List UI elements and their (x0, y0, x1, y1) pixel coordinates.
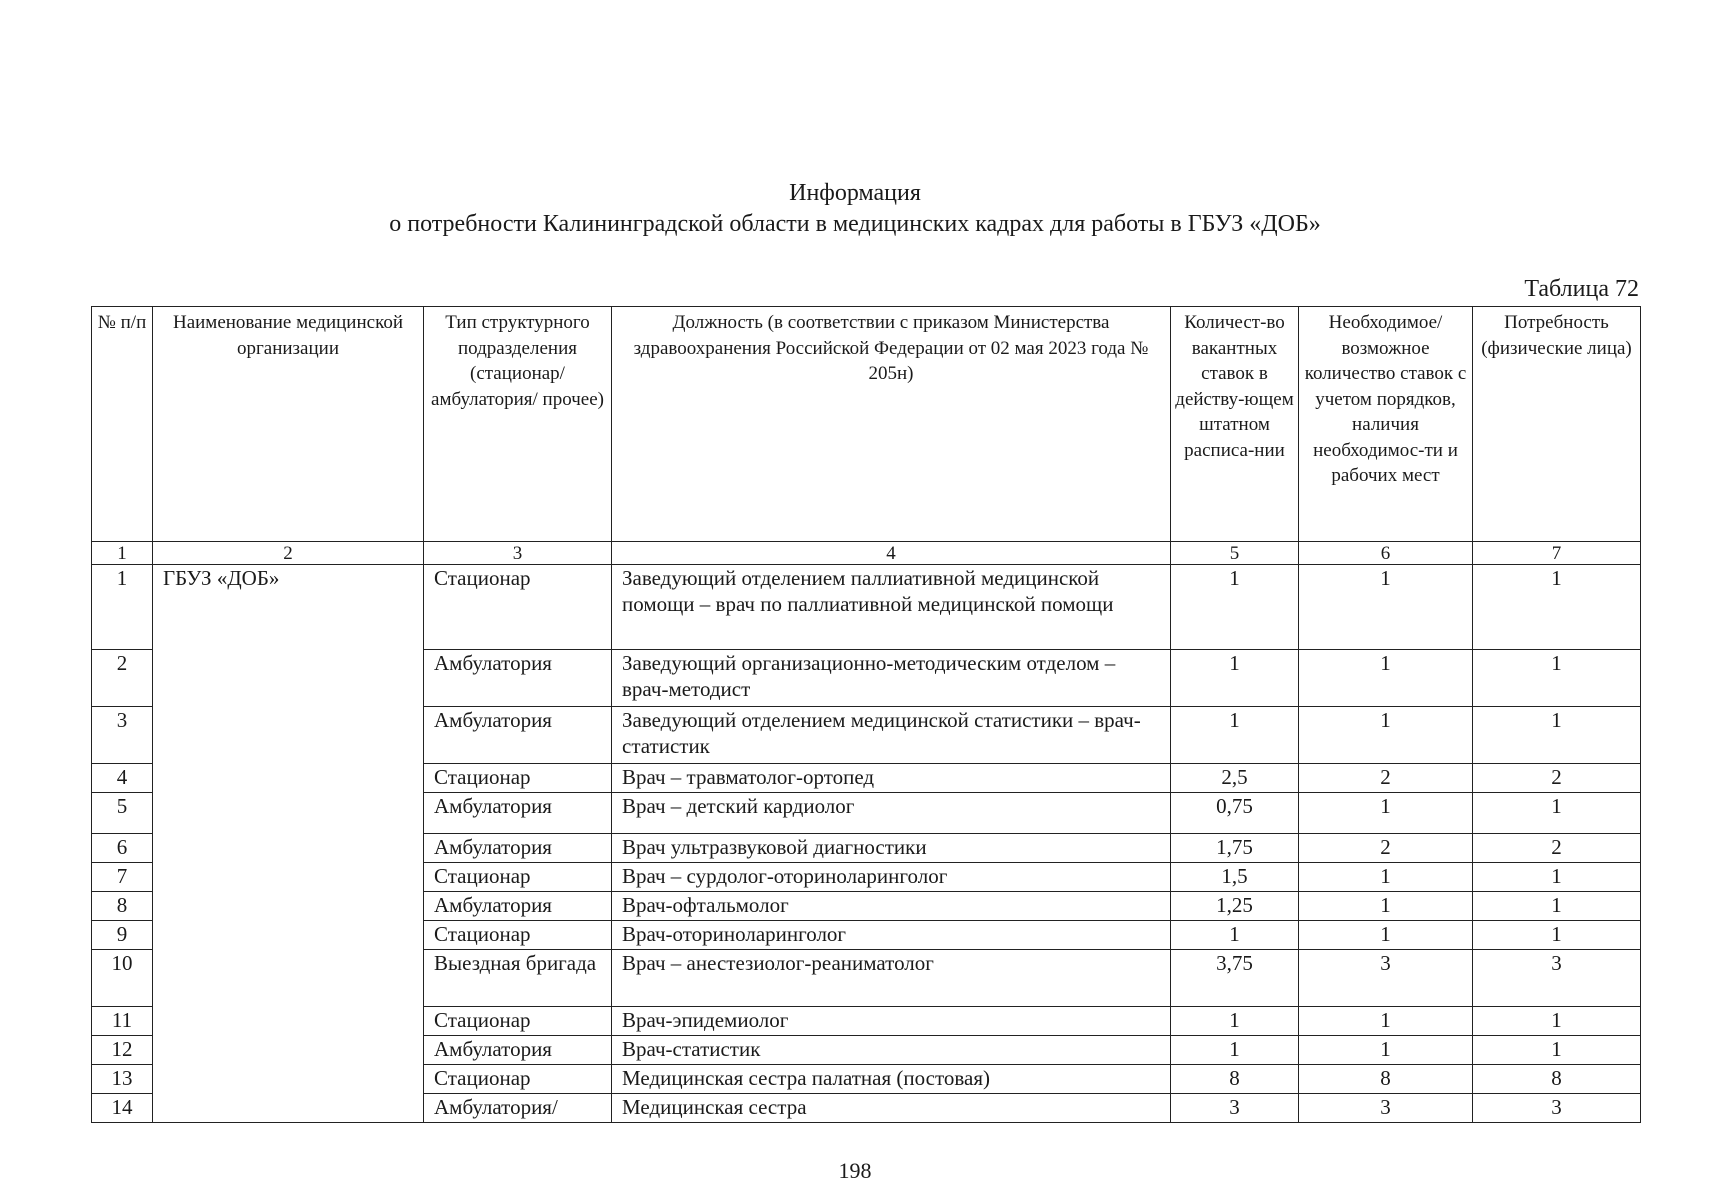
position: Врач – анестезиолог-реаниматолог (612, 950, 1171, 1007)
unit-type: Амбулатория (424, 1036, 612, 1065)
needed-rates: 1 (1299, 707, 1473, 764)
needed-persons: 8 (1473, 1065, 1641, 1094)
header-row (92, 307, 1641, 542)
unit-type: Выездная бригада (424, 950, 612, 1007)
unit-type: Стационар (424, 1007, 612, 1036)
column-number: 1 (92, 542, 153, 565)
header-organization: Наименование медицинской организации (153, 307, 424, 542)
unit-type: Стационар (424, 921, 612, 950)
column-number-row (92, 542, 1641, 565)
needed-persons: 1 (1473, 1036, 1641, 1065)
needed-persons: 3 (1473, 1094, 1641, 1123)
row-number: 5 (92, 793, 153, 834)
position: Медицинская сестра (612, 1094, 1171, 1123)
column-number: 4 (612, 542, 1171, 565)
unit-type: Стационар (424, 764, 612, 793)
vacant-rates: 1,75 (1171, 834, 1299, 863)
position: Врач – сурдолог-оториноларинголог (612, 863, 1171, 892)
needed-persons: 3 (1473, 950, 1641, 1007)
column-number: 3 (424, 542, 612, 565)
needed-rates: 3 (1299, 950, 1473, 1007)
header-number: № п/п (92, 307, 153, 542)
table-label: Таблица 72 (1524, 276, 1639, 302)
vacant-rates: 1 (1171, 650, 1299, 707)
needed-rates: 1 (1299, 921, 1473, 950)
position: Медицинская сестра палатная (постовая) (612, 1065, 1171, 1094)
position: Врач – травматолог-ортопед (612, 764, 1171, 793)
column-number: 2 (153, 542, 424, 565)
row-number: 1 (92, 565, 153, 650)
header-position: Должность (в соответствии с приказом Министерства здравоохранения Российской Федерации от 02 мая 2023 года № 205н) (612, 307, 1171, 542)
position: Врач-оториноларинголог (612, 921, 1171, 950)
needed-rates: 3 (1299, 1094, 1473, 1123)
position: Заведующий отделением медицинской статистики – врач-статистик (612, 707, 1171, 764)
row-number: 3 (92, 707, 153, 764)
column-number: 5 (1171, 542, 1299, 565)
vacant-rates: 1 (1171, 921, 1299, 950)
needed-rates: 1 (1299, 892, 1473, 921)
row-number: 13 (92, 1065, 153, 1094)
needed-rates: 1 (1299, 650, 1473, 707)
unit-type: Амбулатория/ (424, 1094, 612, 1123)
header-needed: Необходимое/ возможное количество ставок с учетом порядков, наличия необходимос-ти и рабочих мест (1299, 307, 1473, 542)
unit-type: Стационар (424, 1065, 612, 1094)
organization-name: ГБУЗ «ДОБ» (153, 565, 424, 1123)
needed-rates: 1 (1299, 863, 1473, 892)
row-number: 6 (92, 834, 153, 863)
needed-rates: 2 (1299, 764, 1473, 793)
needed-persons: 1 (1473, 892, 1641, 921)
vacant-rates: 1 (1171, 707, 1299, 764)
title-line-1: Информация (789, 180, 921, 206)
row-number: 4 (92, 764, 153, 793)
vacant-rates: 1,25 (1171, 892, 1299, 921)
unit-type: Амбулатория (424, 834, 612, 863)
vacant-rates: 1 (1171, 565, 1299, 650)
needed-rates: 8 (1299, 1065, 1473, 1094)
needed-rates: 2 (1299, 834, 1473, 863)
vacant-rates: 0,75 (1171, 793, 1299, 834)
vacant-rates: 8 (1171, 1065, 1299, 1094)
position: Врач-статистик (612, 1036, 1171, 1065)
column-number: 7 (1473, 542, 1641, 565)
row-number: 2 (92, 650, 153, 707)
header-unit-type: Тип структурного подразделения (стационар/ амбулатория/ прочее) (424, 307, 612, 542)
needed-rates: 1 (1299, 565, 1473, 650)
needed-rates: 1 (1299, 793, 1473, 834)
needed-persons: 1 (1473, 707, 1641, 764)
vacant-rates: 2,5 (1171, 764, 1299, 793)
needed-persons: 2 (1473, 834, 1641, 863)
vacant-rates: 1 (1171, 1007, 1299, 1036)
vacant-rates: 3 (1171, 1094, 1299, 1123)
page-number: 198 (838, 1158, 872, 1183)
unit-type: Амбулатория (424, 707, 612, 764)
needed-persons: 2 (1473, 764, 1641, 793)
needed-persons: 1 (1473, 921, 1641, 950)
position: Врач – детский кардиолог (612, 793, 1171, 834)
row-number: 11 (92, 1007, 153, 1036)
unit-type: Амбулатория (424, 793, 612, 834)
needed-rates: 1 (1299, 1036, 1473, 1065)
needed-rates: 1 (1299, 1007, 1473, 1036)
vacant-rates: 1,5 (1171, 863, 1299, 892)
vacant-rates: 1 (1171, 1036, 1299, 1065)
column-number: 6 (1299, 542, 1473, 565)
position: Заведующий отделением паллиативной медицинской помощи – врач по паллиативной медицинской помощи (612, 565, 1171, 650)
unit-type: Амбулатория (424, 650, 612, 707)
title-line-2: о потребности Калининградской области в медицинских кадрах для работы в ГБУЗ «ДОБ» (389, 211, 1321, 237)
row-number: 9 (92, 921, 153, 950)
needed-persons: 1 (1473, 650, 1641, 707)
row-number: 8 (92, 892, 153, 921)
unit-type: Стационар (424, 565, 612, 650)
row-number: 14 (92, 1094, 153, 1123)
position: Врач ультразвуковой диагностики (612, 834, 1171, 863)
needed-persons: 1 (1473, 565, 1641, 650)
row-number: 10 (92, 950, 153, 1007)
document-title (0, 178, 1710, 240)
unit-type: Амбулатория (424, 892, 612, 921)
position: Врач-офтальмолог (612, 892, 1171, 921)
header-persons: Потребность (физические лица) (1473, 307, 1641, 542)
row-number: 12 (92, 1036, 153, 1065)
staffing-needs-table (91, 306, 1641, 1123)
needed-persons: 1 (1473, 1007, 1641, 1036)
needed-persons: 1 (1473, 793, 1641, 834)
position: Врач-эпидемиолог (612, 1007, 1171, 1036)
header-vacant: Количест-во вакантных ставок в действу-ющем штатном расписа-нии (1171, 307, 1299, 542)
needed-persons: 1 (1473, 863, 1641, 892)
row-number: 7 (92, 863, 153, 892)
vacant-rates: 3,75 (1171, 950, 1299, 1007)
table-row (92, 565, 1641, 650)
unit-type: Стационар (424, 863, 612, 892)
position: Заведующий организационно-методическим отделом – врач-методист (612, 650, 1171, 707)
